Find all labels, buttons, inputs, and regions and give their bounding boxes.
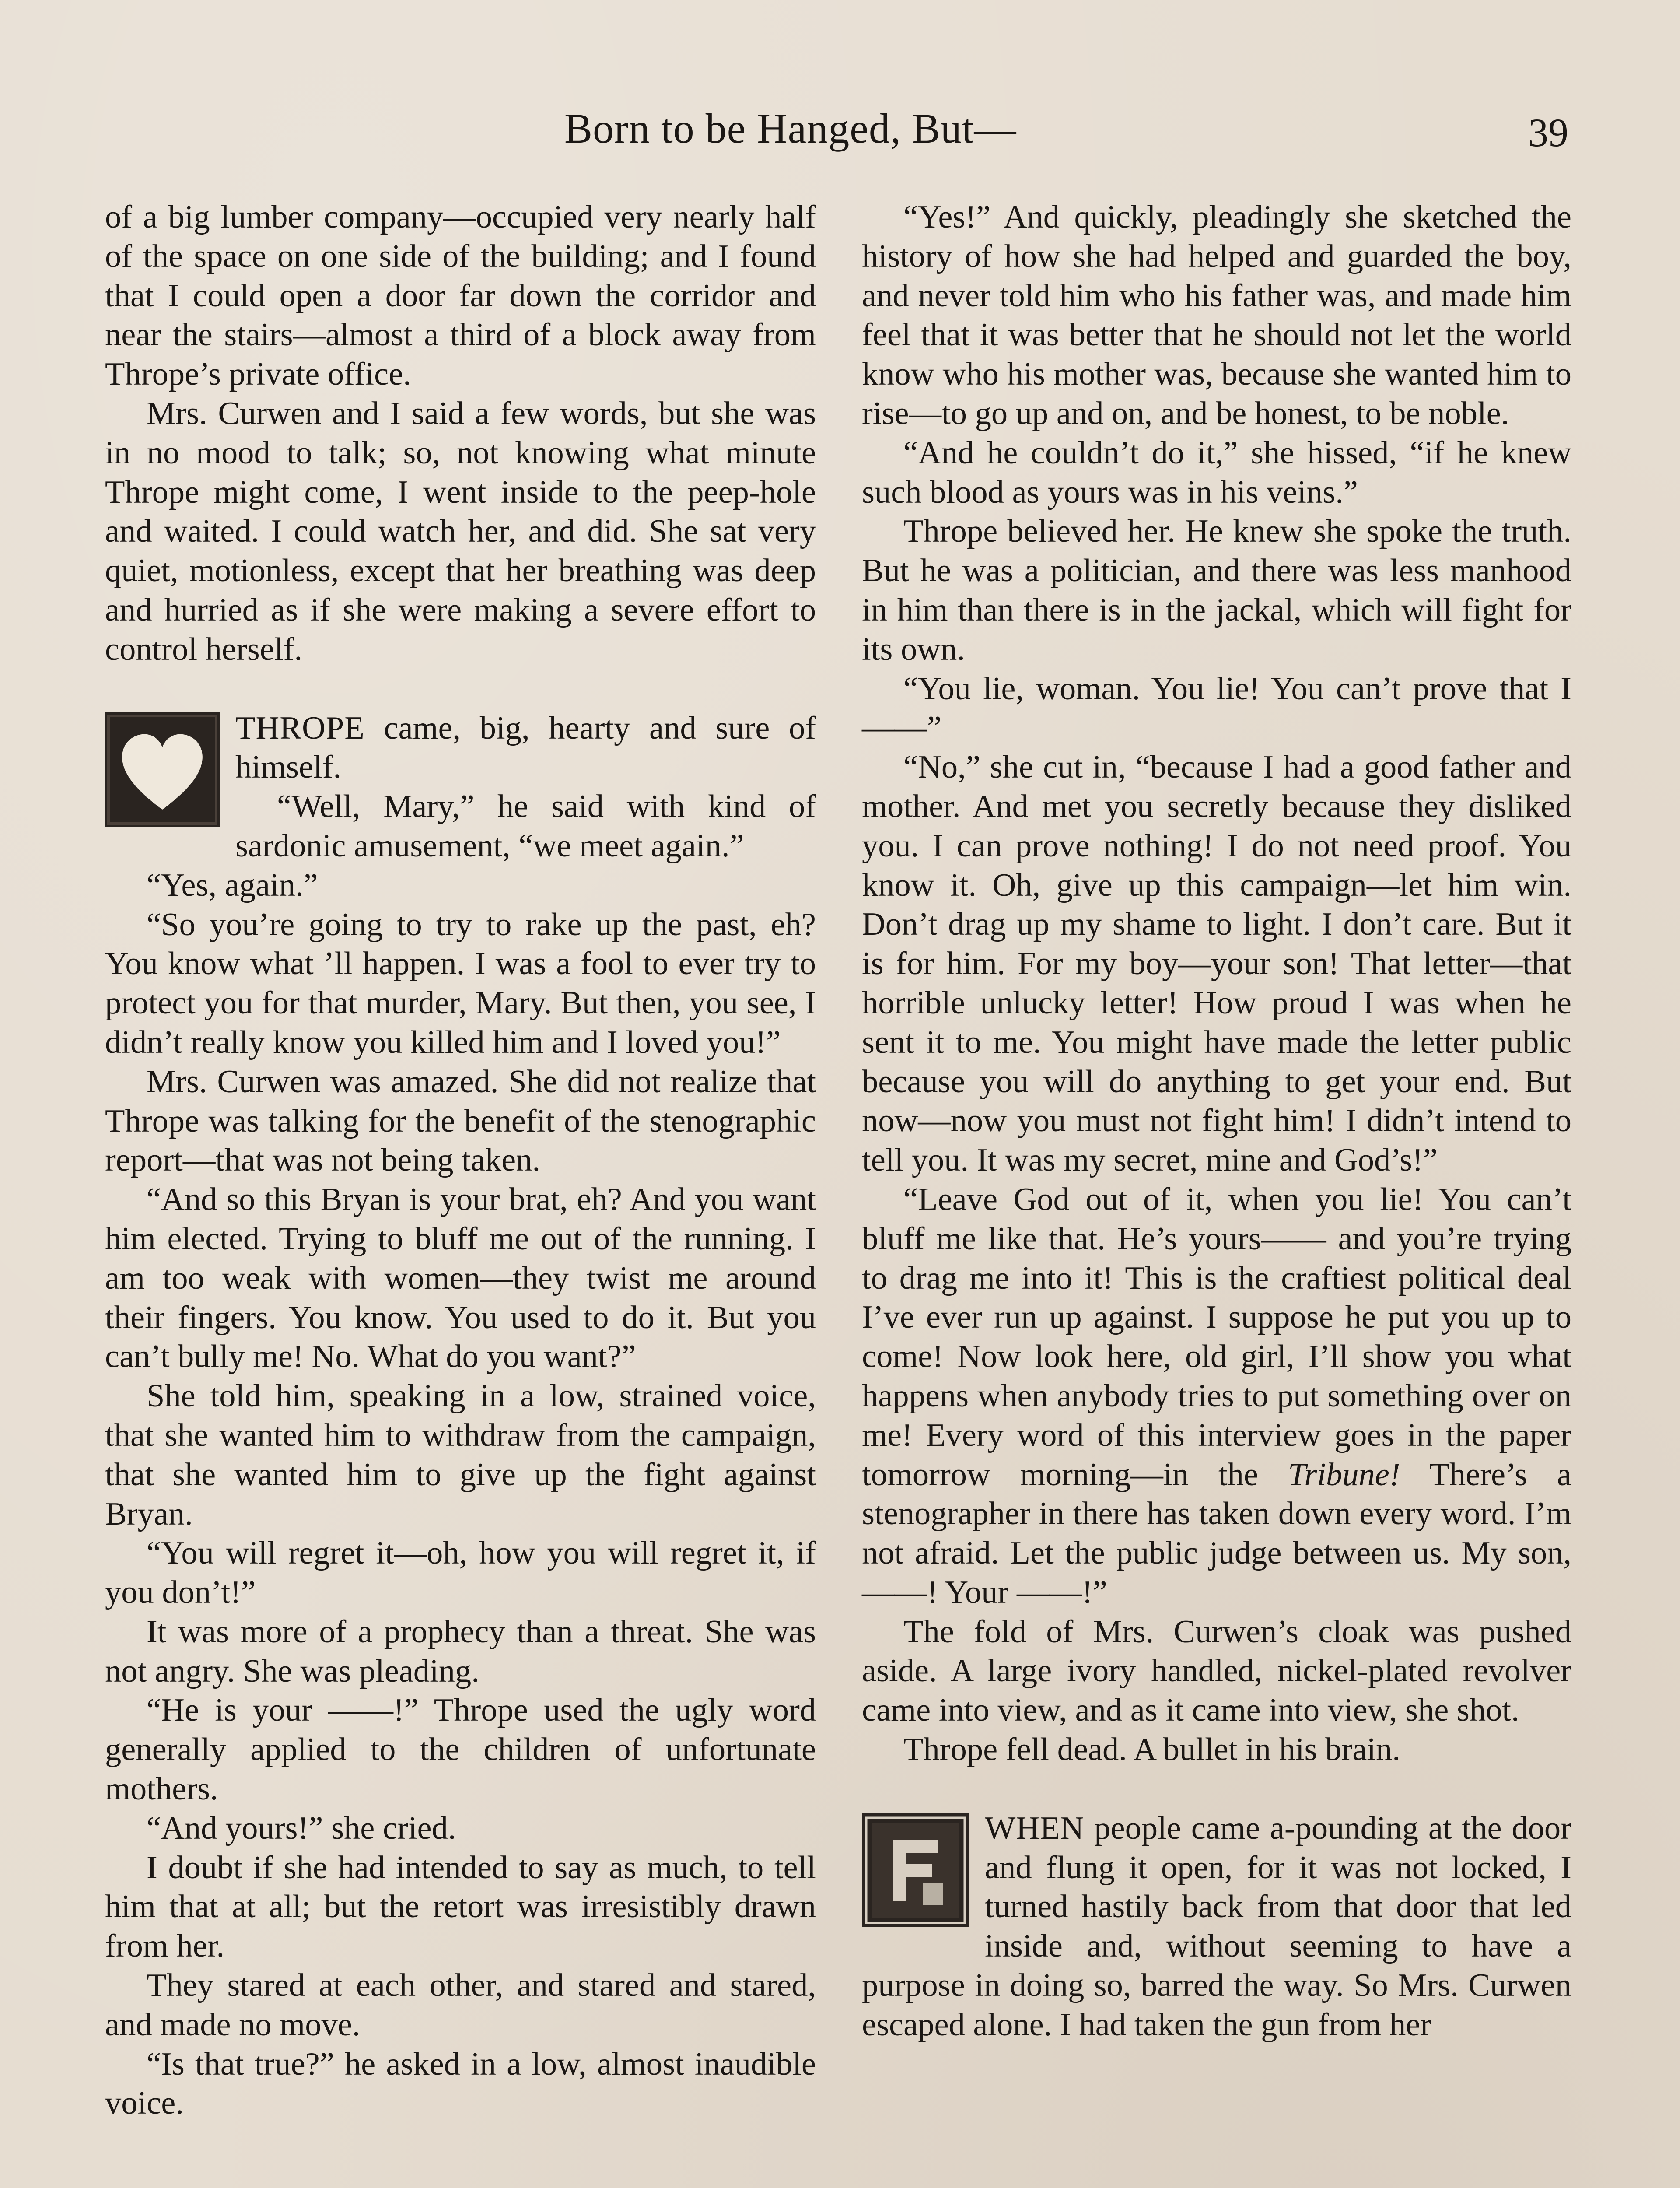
paragraph: Mrs. Curwen was amazed. She did not realize that Thrope was talking for the benefit of the stenographic report—that was not being taken. <box>105 1063 816 1178</box>
left-column <box>105 198 816 2123</box>
paragraph: Thrope fell dead. A bullet in his brain. <box>903 1732 1400 1768</box>
paragraph: “So you’re going to try to rake up the past, eh? You know what ’ll happen. I was a fool to ever try to protect you for that murder, Mary. But then, you see, I didn’t really know you killed him and I loved you!” <box>105 906 816 1060</box>
paragraph: They stared at each other, and stared and stared, and made no move. <box>105 1967 816 2043</box>
section-lead-word: WHEN <box>985 1810 1085 1846</box>
paragraph-text: came, big, hearty and sure of himself. <box>235 710 816 785</box>
paragraph: “Yes, again.” <box>147 867 318 903</box>
section-opening-paragraph <box>105 709 816 788</box>
newspaper-name: Tribune! <box>1288 1456 1400 1493</box>
paragraph-text: “Leave God out of it, when you lie! You can’t bluff me like that. He’s yours—— and you’re trying to drag me into it! This is the craftiest political deal I’ve ever run up against. I suppose he put you up to come! Now look here, old girl, I’ll show you what happens when anybody tries to put something over on me! Every word of this interview goes in the paper tomorrow morning—in the <box>862 1181 1572 1493</box>
paragraph: It was more of a prophecy than a threat. She was not angry. She was pleading. <box>105 1613 816 1689</box>
paragraph: Thrope believed her. He knew she spoke the truth. But he was a politician, and there was less manhood in him than there is in the jackal, which will fight for its own. <box>862 513 1572 667</box>
paragraph: “Yes!” And quickly, pleadingly she sketched the history of how she had helped and guarded the boy, and never told him who his father was, and made him feel that it was better that he should not let the world know who his mother was, because she wanted him to rise—to go up and on, and be honest, to be noble. <box>862 199 1572 431</box>
section-opening-paragraph <box>862 1809 1572 2045</box>
paragraph: Mrs. Curwen and I said a few words, but she was in no mood to talk; so, not knowing what minute Thrope might come, I went inside to the peep-hole and waited. I could watch her, and did. She sat very quiet, motionless, except that her breathing was deep and hurried as if she were making a severe effort to control herself. <box>105 395 816 667</box>
running-head <box>0 104 1680 157</box>
ornament-icon <box>862 1813 969 1927</box>
paragraph: “You lie, woman. You lie! You can’t prove that I——” <box>862 670 1572 746</box>
page-number: 39 <box>1528 110 1568 155</box>
paragraph: The fold of Mrs. Curwen’s cloak was pushed aside. A large ivory handled, nickel-plated revolver came into view, and as it came into view, she shot. <box>862 1613 1572 1729</box>
paragraph: “No,” she cut in, “because I had a good father and mother. And met you secretly because they disliked you. I can prove nothing! I do not need proof. You know it. Oh, give up this campaign—let him win. Don’t drag up my shame to light. I don’t care. But it is for him. For my boy—your son! That letter—that horrible unlucky letter! How proud I was when he sent it to me. You might have made the letter public because you will do anything to get your end. But now—now you must not fight him! I didn’t intend to tell you. It was my secret, mine and God’s!” <box>862 749 1572 1178</box>
right-column <box>862 198 1572 2045</box>
section-lead-word: THROPE <box>235 710 365 746</box>
paragraph: She told him, speaking in a low, strained voice, that she wanted him to withdraw from the campaign, that she wanted him to give up the fight against Bryan. <box>105 1378 816 1532</box>
paragraph: “And he couldn’t do it,” she hissed, “if he knew such blood as yours was in his veins.” <box>862 435 1572 510</box>
paragraph: “And so this Bryan is your brat, eh? And you want him elected. Trying to bluff me out of the running. I am too weak with women—they twist me around their fingers. You know. You used to do it. But you can’t bully me! No. What do you want?” <box>105 1182 816 1375</box>
paragraph: “You will regret it—oh, how you will regret it, if you don’t!” <box>105 1535 816 1611</box>
paragraph <box>862 1180 1572 1613</box>
page-title: Born to be Hanged, But— <box>564 105 1017 152</box>
heart-icon <box>105 712 220 827</box>
paragraph: I doubt if she had intended to say as much, to tell him that at all; but the retort was irresistibly drawn from her. <box>105 1849 816 1964</box>
paragraph: “Well, Mary,” he said with kind of sardonic amusement, “we meet again.” <box>235 789 816 864</box>
paragraph-text: people came a-pounding at the door and flung it open, for it was not locked, I turned hastily back from that door that led inside and, without seeming to have a purpose in doing so, barred the way. So Mrs. Curwen escaped alone. I had taken the gun from her <box>862 1810 1572 2043</box>
paragraph: of a big lumber company—occupied very nearly half of the space on one side of the building; and I found that I could open a door far down the corridor and near the stairs—almost a third of a block away from Thrope’s private office. <box>105 199 816 393</box>
paragraph: “And yours!” she cried. <box>147 1810 456 1846</box>
paragraph: “He is your ——!” Thrope used the ugly word generally applied to the children of unfortunate mothers. <box>105 1692 816 1807</box>
paragraph: “Is that true?” he asked in a low, almost inaudible voice. <box>105 2046 816 2121</box>
paragraph-text: There’s a stenographer in there has taken down every word. I’m not afraid. Let the public judge between us. My son,——! Your ——!” <box>862 1456 1572 1610</box>
